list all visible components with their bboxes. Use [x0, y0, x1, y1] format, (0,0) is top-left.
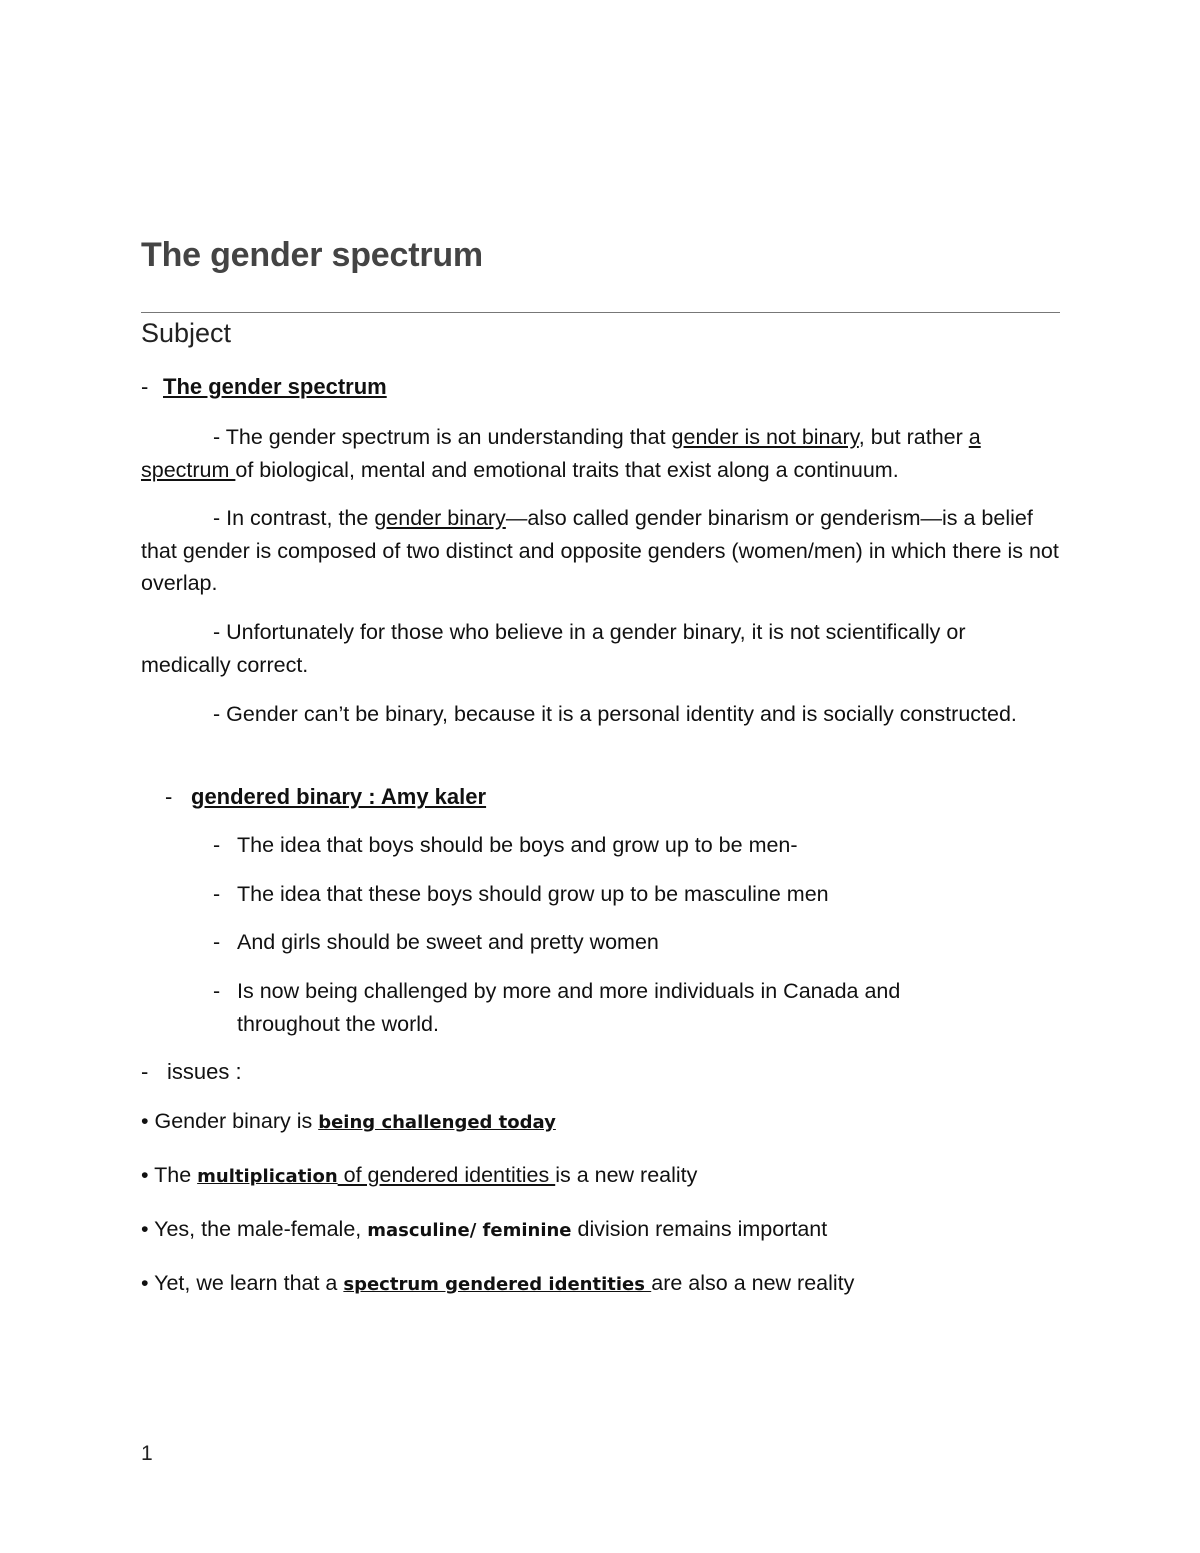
bullet-item: • The multiplication of gendered identities is a new reality [141, 1163, 698, 1187]
section-heading: issues : [167, 1059, 242, 1084]
dash-marker: - [165, 784, 173, 809]
title-divider [141, 312, 1060, 313]
section-gender-spectrum [141, 371, 387, 403]
subject-heading: Subject [141, 318, 232, 348]
page-number: 1 [141, 1442, 153, 1465]
section-heading: The gender spectrum [163, 374, 387, 399]
list-item: - And girls should be sweet and pretty women [213, 930, 659, 954]
dash-marker: - [141, 1059, 149, 1084]
section-issues [141, 1056, 242, 1088]
section-gendered-binary [165, 781, 486, 813]
dash-marker: - [141, 374, 149, 399]
list-item: - The idea that boys should be boys and grow up to be men- [213, 833, 798, 857]
document-title: The gender spectrum [141, 236, 483, 274]
paragraph-gender-binary: - In contrast, the gender binary—also called gender binarism or genderism—is a belief that gender is composed of two distinct and opposite genders (women/men) in which there is not overlap. [141, 506, 1059, 595]
section-heading: gendered binary : Amy kaler [191, 784, 487, 809]
bullet-item: • Yes, the male-female, masculine/ feminine division remains important [141, 1217, 828, 1241]
paragraph-not-scientific: - Unfortunately for those who believe in a gender binary, it is not scientifically or medically correct. [141, 620, 966, 677]
paragraph-personal-identity: - Gender can’t be binary, because it is a personal identity and is socially constructed. [213, 702, 1017, 726]
list-item: - The idea that these boys should grow up to be masculine men [213, 882, 829, 906]
paragraph-spectrum-definition: - The gender spectrum is an understanding that gender is not binary, but rather a spectrum of biological, mental and emotional traits that exist along a continuum. [141, 425, 981, 482]
bullet-item: • Gender binary is being challenged today [141, 1109, 556, 1133]
bullet-item: • Yet, we learn that a spectrum gendered identities are also a new reality [141, 1271, 855, 1295]
list-item: - Is now being challenged by more and more individuals in Canada and throughout the world. [213, 979, 901, 1036]
